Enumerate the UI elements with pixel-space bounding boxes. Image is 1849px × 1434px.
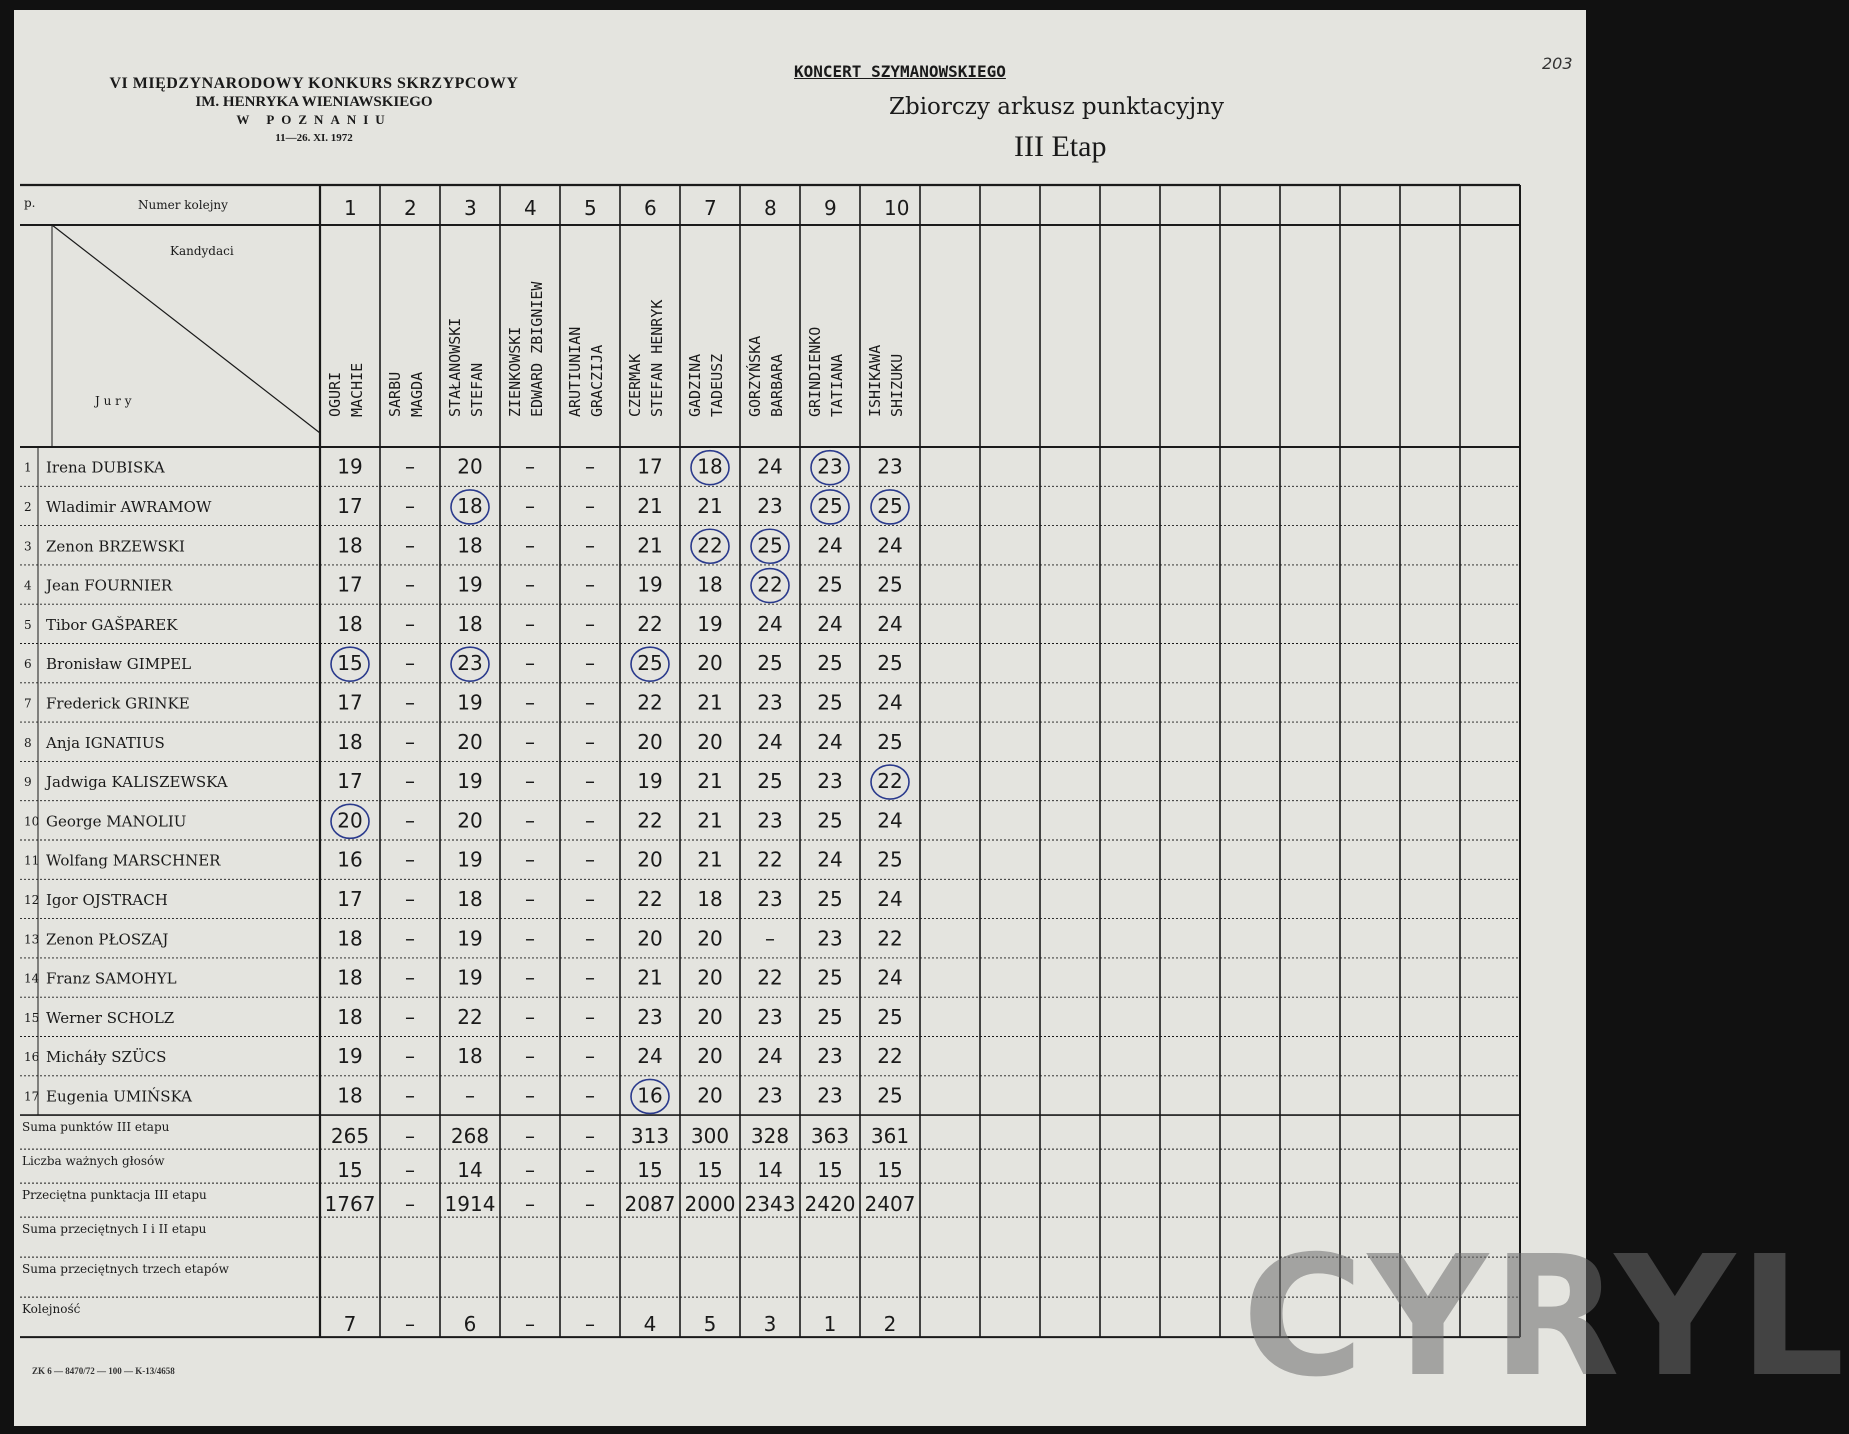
summary-value: 2343 xyxy=(744,1192,796,1217)
score-value: 20 xyxy=(457,729,483,754)
juror-index: 11 xyxy=(24,853,40,868)
score-value: 23 xyxy=(757,1083,783,1108)
score-value: 18 xyxy=(337,965,363,990)
score-value: 20 xyxy=(697,1083,723,1108)
score-value: 21 xyxy=(697,493,723,518)
summary-value: – xyxy=(525,1158,535,1183)
score-value: 18 xyxy=(697,572,723,597)
candidate-name: MAGDA xyxy=(408,371,426,417)
score-value: – xyxy=(405,651,415,676)
score-value: 24 xyxy=(877,965,903,990)
juror-index: 7 xyxy=(24,696,32,711)
score-value: 20 xyxy=(457,454,483,479)
score-value: 18 xyxy=(457,533,483,558)
juror-name: Micháły SZÜCS xyxy=(46,1048,167,1067)
header-line-2: IM. HENRYKA WIENIAWSKIEGO xyxy=(195,94,433,110)
score-value: – xyxy=(585,1044,595,1069)
juror-index: 16 xyxy=(24,1050,40,1065)
score-value: 21 xyxy=(697,847,723,872)
score-value: – xyxy=(525,729,535,754)
summary-value: 265 xyxy=(330,1124,370,1149)
score-value: 23 xyxy=(757,493,783,518)
candidate-name: SARBU xyxy=(386,371,404,417)
score-value: – xyxy=(405,926,415,951)
header-line-1: VI MIĘDZYNARODOWY KONKURS SKRZYPCOWY xyxy=(109,75,519,92)
score-value: – xyxy=(525,493,535,518)
summary-value: 2000 xyxy=(684,1192,736,1217)
juror-name: Anja IGNATIUS xyxy=(46,733,165,752)
score-value: 22 xyxy=(457,1004,483,1029)
score-value: – xyxy=(585,965,595,990)
score-value: 24 xyxy=(757,729,783,754)
summary-value: 1767 xyxy=(324,1192,376,1217)
score-value: 22 xyxy=(877,1044,903,1069)
score-value: 24 xyxy=(817,847,843,872)
score-value: 19 xyxy=(457,965,483,990)
archive-watermark: CYRYL xyxy=(1242,1221,1849,1414)
score-value: – xyxy=(405,1044,415,1069)
summary-value: 3 xyxy=(763,1312,777,1337)
concert-title: KONCERT SZYMANOWSKIEGO xyxy=(794,62,1006,81)
score-value: 18 xyxy=(457,886,483,911)
score-value: 24 xyxy=(757,454,783,479)
summary-value: 300 xyxy=(690,1124,730,1149)
score-value: 23 xyxy=(817,926,843,951)
juror-index: 1 xyxy=(24,460,32,475)
juror-index: 10 xyxy=(24,814,40,829)
summary-value: 5 xyxy=(703,1312,717,1337)
score-value: 23 xyxy=(457,651,483,676)
candidate-name: GADZINA xyxy=(686,353,704,417)
summary-value: 7 xyxy=(343,1312,357,1337)
summary-value: 361 xyxy=(870,1124,910,1149)
score-value: 20 xyxy=(697,651,723,676)
score-value: 16 xyxy=(637,1083,663,1108)
header-line-3: W POZNANIU xyxy=(236,112,392,127)
candidate-name: SHIZUKU xyxy=(888,353,906,417)
score-value: 17 xyxy=(337,769,363,794)
candidate-name: EDWARD ZBIGNIEW xyxy=(528,281,546,417)
score-value: – xyxy=(585,808,595,833)
summary-value: 6 xyxy=(463,1312,477,1337)
candidate-number: 4 xyxy=(524,196,537,220)
summary-value: – xyxy=(585,1124,595,1149)
score-value: 18 xyxy=(697,454,723,479)
juror-name: Tibor GAŠPAREK xyxy=(46,615,178,634)
juror-name: Bronisław GIMPEL xyxy=(46,655,192,674)
score-value: 23 xyxy=(757,808,783,833)
kandydaci-label: Kandydaci xyxy=(170,244,234,258)
juror-index: 4 xyxy=(24,578,32,593)
juror-name: Jadwiga KALISZEWSKA xyxy=(46,773,228,792)
score-value: 22 xyxy=(757,965,783,990)
score-value: 19 xyxy=(457,769,483,794)
candidate-name: GORZYŃSKA xyxy=(746,335,764,417)
summary-value: 2407 xyxy=(864,1192,916,1217)
score-value: 23 xyxy=(817,769,843,794)
score-value: 20 xyxy=(637,926,663,951)
summary-value: 15 xyxy=(877,1158,903,1183)
summary-label: Suma przeciętnych trzech etapów xyxy=(22,1262,229,1277)
score-value: 20 xyxy=(637,729,663,754)
score-value: 20 xyxy=(697,965,723,990)
summary-value: 328 xyxy=(750,1124,790,1149)
juror-name: George MANOLIU xyxy=(46,812,187,831)
candidate-number: 5 xyxy=(584,196,597,220)
juror-index: 17 xyxy=(24,1089,40,1104)
score-value: 24 xyxy=(877,611,903,636)
score-value: 16 xyxy=(337,847,363,872)
score-value: – xyxy=(585,690,595,715)
candidate-number: 9 xyxy=(824,196,837,220)
corner-label: p. xyxy=(24,196,36,210)
score-value: 22 xyxy=(637,690,663,715)
summary-value: 15 xyxy=(817,1158,843,1183)
score-value: – xyxy=(405,847,415,872)
summary-label: Liczba ważnych głosów xyxy=(22,1154,165,1169)
score-value: 18 xyxy=(457,493,483,518)
summary-value: 2420 xyxy=(804,1192,856,1217)
score-value: 25 xyxy=(817,1004,843,1029)
score-value: 15 xyxy=(337,651,363,676)
score-value: 22 xyxy=(877,769,903,794)
score-value: – xyxy=(405,1083,415,1108)
score-value: – xyxy=(585,651,595,676)
score-value: 19 xyxy=(457,690,483,715)
score-value: 25 xyxy=(877,1083,903,1108)
score-value: – xyxy=(585,572,595,597)
summary-value: 4 xyxy=(643,1312,657,1337)
score-value: 24 xyxy=(877,886,903,911)
score-value: 20 xyxy=(697,926,723,951)
score-value: 25 xyxy=(877,651,903,676)
score-value: – xyxy=(525,651,535,676)
summary-value: 15 xyxy=(697,1158,723,1183)
score-value: 18 xyxy=(337,729,363,754)
score-value: 24 xyxy=(877,690,903,715)
juror-index: 14 xyxy=(24,971,40,986)
candidate-number: 8 xyxy=(764,196,777,220)
score-value: – xyxy=(405,454,415,479)
summary-value: – xyxy=(585,1192,595,1217)
score-value: – xyxy=(405,1004,415,1029)
score-value: – xyxy=(585,1004,595,1029)
score-value: – xyxy=(525,1083,535,1108)
score-value: 19 xyxy=(637,572,663,597)
score-value: 25 xyxy=(877,1004,903,1029)
candidate-number: 6 xyxy=(644,196,657,220)
candidate-name: MACHIE xyxy=(348,362,366,417)
score-value: 21 xyxy=(637,533,663,558)
juror-name: Zenon PŁOSZAJ xyxy=(46,930,169,949)
summary-value: – xyxy=(405,1312,415,1337)
juror-name: Wladimir AWRAMOW xyxy=(46,497,212,516)
score-value: 19 xyxy=(337,1044,363,1069)
page-number: 203 xyxy=(1542,54,1573,73)
score-value: 18 xyxy=(337,1083,363,1108)
score-value: 23 xyxy=(757,1004,783,1029)
candidate-name: STEFAN xyxy=(468,362,486,417)
score-value: 23 xyxy=(757,690,783,715)
candidate-name: ARUTIUNIAN xyxy=(566,326,584,417)
score-value: 21 xyxy=(697,808,723,833)
score-value: 22 xyxy=(637,611,663,636)
score-value: – xyxy=(525,926,535,951)
score-value: – xyxy=(405,965,415,990)
juror-index: 3 xyxy=(24,539,32,554)
summary-value: 15 xyxy=(637,1158,663,1183)
summary-value: 2 xyxy=(883,1312,897,1337)
score-value: 25 xyxy=(817,886,843,911)
candidate-name: GRACZIJA xyxy=(588,344,606,417)
stage-title: III Etap xyxy=(1014,130,1107,163)
score-value: 18 xyxy=(337,926,363,951)
score-value: 19 xyxy=(457,572,483,597)
score-value: 21 xyxy=(697,769,723,794)
score-value: – xyxy=(525,533,535,558)
header-line-4: 11—26. XI. 1972 xyxy=(275,132,353,144)
candidate-name: CZERMAK xyxy=(626,353,644,417)
score-value: – xyxy=(525,572,535,597)
juror-name: Jean FOURNIER xyxy=(46,576,173,595)
candidate-name: OGURI xyxy=(326,371,344,417)
score-value: 25 xyxy=(877,572,903,597)
score-value: 18 xyxy=(457,611,483,636)
candidate-number: 3 xyxy=(464,196,477,220)
summary-value: – xyxy=(585,1158,595,1183)
print-code: ZK 6 — 8470/72 — 100 — K-13/4658 xyxy=(32,1366,175,1376)
score-value: 22 xyxy=(637,886,663,911)
summary-value: 2087 xyxy=(624,1192,676,1217)
score-value: – xyxy=(525,611,535,636)
sheet-subtitle: Zbiorczy arkusz punktacyjny xyxy=(889,94,1224,120)
score-value: 18 xyxy=(697,886,723,911)
score-value: 20 xyxy=(457,808,483,833)
score-value: – xyxy=(405,611,415,636)
score-value: 20 xyxy=(697,1044,723,1069)
score-value: 20 xyxy=(637,847,663,872)
score-value: 25 xyxy=(877,729,903,754)
score-value: 19 xyxy=(337,454,363,479)
score-value: 19 xyxy=(457,847,483,872)
score-value: – xyxy=(465,1083,475,1108)
score-value: 25 xyxy=(817,808,843,833)
score-value: 18 xyxy=(337,533,363,558)
juror-index: 15 xyxy=(24,1010,40,1025)
score-value: 25 xyxy=(817,572,843,597)
score-value: 17 xyxy=(337,690,363,715)
juror-index: 8 xyxy=(24,735,32,750)
score-value: 25 xyxy=(877,847,903,872)
summary-value: 363 xyxy=(810,1124,850,1149)
score-value: 23 xyxy=(817,454,843,479)
score-value: – xyxy=(585,769,595,794)
score-value: 25 xyxy=(817,651,843,676)
score-value: – xyxy=(585,493,595,518)
juror-index: 5 xyxy=(24,617,32,632)
juror-index: 6 xyxy=(24,657,32,672)
score-table xyxy=(20,185,1550,1365)
score-value: 21 xyxy=(637,493,663,518)
juror-index: 9 xyxy=(24,775,32,790)
score-value: 25 xyxy=(817,965,843,990)
score-value: 18 xyxy=(337,611,363,636)
juror-index: 13 xyxy=(24,932,40,947)
score-value: 17 xyxy=(337,886,363,911)
score-value: – xyxy=(405,572,415,597)
score-value: – xyxy=(585,886,595,911)
score-value: 23 xyxy=(817,1083,843,1108)
score-sheet-paper xyxy=(14,10,1849,1426)
score-grid xyxy=(20,185,1550,1365)
score-value: – xyxy=(405,493,415,518)
summary-value: 1 xyxy=(823,1312,837,1337)
score-value: 23 xyxy=(877,454,903,479)
summary-label: Suma przeciętnych I i II etapu xyxy=(22,1222,207,1237)
score-value: – xyxy=(405,729,415,754)
candidate-name: ZIENKOWSKI xyxy=(506,326,524,417)
score-value: – xyxy=(525,1044,535,1069)
summary-value: 268 xyxy=(450,1124,490,1149)
summary-label: Kolejność xyxy=(22,1302,81,1317)
candidate-number: 10 xyxy=(884,196,910,220)
summary-value: – xyxy=(405,1158,415,1183)
candidate-name: BARBARA xyxy=(768,353,786,417)
score-value: 18 xyxy=(337,1004,363,1029)
score-value: – xyxy=(405,886,415,911)
score-value: – xyxy=(405,808,415,833)
score-value: – xyxy=(525,1004,535,1029)
summary-value: – xyxy=(585,1312,595,1337)
score-value: 25 xyxy=(757,651,783,676)
score-value: 25 xyxy=(817,493,843,518)
summary-value: 14 xyxy=(757,1158,783,1183)
score-value: 24 xyxy=(757,1044,783,1069)
juror-index: 12 xyxy=(24,892,40,907)
juror-name: Werner SCHOLZ xyxy=(46,1008,175,1027)
score-value: – xyxy=(405,690,415,715)
summary-value: 14 xyxy=(457,1158,483,1183)
juror-index: 2 xyxy=(24,499,32,514)
juror-name: Irena DUBISKA xyxy=(46,458,165,477)
score-value: – xyxy=(585,926,595,951)
score-value: 20 xyxy=(337,808,363,833)
candidate-number: 7 xyxy=(704,196,717,220)
summary-value: – xyxy=(525,1192,535,1217)
summary-value: – xyxy=(405,1192,415,1217)
score-value: 23 xyxy=(637,1004,663,1029)
score-value: – xyxy=(405,769,415,794)
summary-value: – xyxy=(405,1124,415,1149)
score-value: – xyxy=(525,886,535,911)
score-value: – xyxy=(585,611,595,636)
candidate-name: TATIANA xyxy=(828,353,846,417)
score-value: – xyxy=(585,847,595,872)
score-value: 22 xyxy=(697,533,723,558)
score-value: 20 xyxy=(697,1004,723,1029)
score-value: – xyxy=(525,808,535,833)
score-value: – xyxy=(525,847,535,872)
score-value: – xyxy=(765,926,775,951)
jury-label: J u r y xyxy=(95,394,132,408)
candidate-name: ISHIKAWA xyxy=(866,344,884,417)
score-value: 22 xyxy=(757,572,783,597)
score-value: 24 xyxy=(817,611,843,636)
score-value: – xyxy=(525,965,535,990)
candidate-name: STEFAN HENRYK xyxy=(648,299,666,417)
score-value: 22 xyxy=(757,847,783,872)
juror-name: Eugenia UMIŃSKA xyxy=(46,1087,193,1106)
score-value: 21 xyxy=(637,965,663,990)
juror-name: Zenon BRZEWSKI xyxy=(46,537,185,556)
score-value: 25 xyxy=(817,690,843,715)
score-value: 17 xyxy=(637,454,663,479)
score-value: 24 xyxy=(877,533,903,558)
juror-name: Wolfang MARSCHNER xyxy=(46,851,221,870)
score-value: 25 xyxy=(637,651,663,676)
score-value: – xyxy=(585,454,595,479)
score-value: 19 xyxy=(637,769,663,794)
numer-kolejny-label: Numer kolejny xyxy=(138,198,228,212)
score-value: 24 xyxy=(637,1044,663,1069)
score-value: 21 xyxy=(697,690,723,715)
summary-value: – xyxy=(525,1312,535,1337)
juror-name: Igor OJSTRACH xyxy=(46,890,168,909)
score-value: 25 xyxy=(877,493,903,518)
summary-value: – xyxy=(525,1124,535,1149)
score-value: 19 xyxy=(697,611,723,636)
score-value: – xyxy=(585,533,595,558)
score-value: 20 xyxy=(697,729,723,754)
summary-label: Przeciętna punktacja III etapu xyxy=(22,1188,207,1203)
score-value: 19 xyxy=(457,926,483,951)
score-value: 23 xyxy=(757,886,783,911)
summary-value: 313 xyxy=(630,1124,670,1149)
score-value: 17 xyxy=(337,572,363,597)
score-value: 18 xyxy=(457,1044,483,1069)
score-value: 23 xyxy=(817,1044,843,1069)
summary-value: 1914 xyxy=(444,1192,496,1217)
score-value: – xyxy=(525,769,535,794)
score-value: 24 xyxy=(817,729,843,754)
juror-name: Franz SAMOHYL xyxy=(46,969,177,988)
score-value: 24 xyxy=(757,611,783,636)
score-value: – xyxy=(585,729,595,754)
score-value: – xyxy=(405,533,415,558)
score-value: – xyxy=(525,454,535,479)
candidate-name: TADEUSZ xyxy=(708,353,726,417)
candidate-name: STAŁANOWSKI xyxy=(446,317,464,417)
score-value: 17 xyxy=(337,493,363,518)
score-value: – xyxy=(585,1083,595,1108)
score-value: 22 xyxy=(877,926,903,951)
score-value: 24 xyxy=(877,808,903,833)
summary-value: 15 xyxy=(337,1158,363,1183)
summary-label: Suma punktów III etapu xyxy=(22,1120,170,1135)
candidate-name: GRINDIENKO xyxy=(806,326,824,417)
competition-header xyxy=(74,75,554,147)
score-value: 22 xyxy=(637,808,663,833)
score-value: 25 xyxy=(757,769,783,794)
juror-name: Frederick GRINKE xyxy=(46,694,190,713)
score-value: – xyxy=(525,690,535,715)
score-value: 25 xyxy=(757,533,783,558)
candidate-number: 2 xyxy=(404,196,417,220)
score-value: 24 xyxy=(817,533,843,558)
candidate-number: 1 xyxy=(344,196,357,220)
